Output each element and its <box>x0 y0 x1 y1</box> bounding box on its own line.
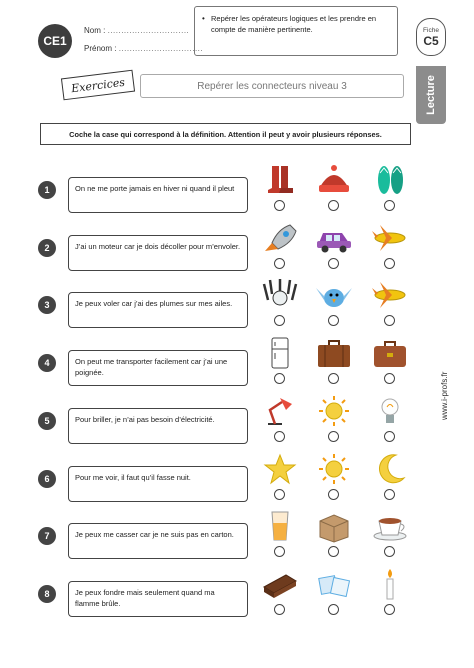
name-label: Nom : <box>84 26 106 35</box>
definition-box: Je peux voler car j’ai des plumes sur mes ailes. <box>68 292 248 328</box>
answer-checkbox-wool-hat[interactable] <box>328 200 339 211</box>
item-number: 2 <box>38 239 56 257</box>
answer-checkbox-ice-cube[interactable] <box>328 604 339 615</box>
fridge-icon <box>260 336 300 370</box>
definition-box: Je peux me casser car je ne suis pas en carton. <box>68 523 248 559</box>
answer-checkbox-sun[interactable] <box>328 431 339 442</box>
firstname-field[interactable]: ............................... <box>118 44 204 53</box>
answer-checkbox-red-boots[interactable] <box>274 200 285 211</box>
answer-checkbox-cardboard-box[interactable] <box>328 546 339 557</box>
item-number: 4 <box>38 354 56 372</box>
subject-tab <box>416 66 446 124</box>
answer-checkbox-feather-headdress[interactable] <box>274 315 285 326</box>
candle-icon <box>370 567 410 601</box>
answer-checkbox-car[interactable] <box>328 258 339 269</box>
bird-icon <box>314 278 354 312</box>
logo-text: Exercices <box>70 75 126 95</box>
item-number: 3 <box>38 296 56 314</box>
moon-icon <box>370 452 410 486</box>
answer-checkbox-flip-flops[interactable] <box>384 200 395 211</box>
answer-checkbox-desk-lamp[interactable] <box>274 431 285 442</box>
rocket-icon <box>260 221 300 255</box>
objective-box <box>194 6 398 56</box>
level-badge: CE1 <box>38 24 72 58</box>
answer-checkbox-moon[interactable] <box>384 489 395 500</box>
sun-icon <box>314 452 354 486</box>
answer-checkbox-glass[interactable] <box>274 546 285 557</box>
answer-checkbox-cup[interactable] <box>384 546 395 557</box>
answer-checkbox-sun[interactable] <box>328 489 339 500</box>
feather-headdress-icon <box>260 278 300 312</box>
cardboard-box-icon <box>314 509 354 543</box>
item-number: 6 <box>38 470 56 488</box>
exercices-logo <box>61 70 135 101</box>
airplane-icon <box>370 278 410 312</box>
objective-text: Repérer les opérateurs logiques et les prendre en compte de manière pertinente. <box>211 14 377 34</box>
answer-checkbox-bird[interactable] <box>328 315 339 326</box>
ice-cube-icon <box>314 567 354 601</box>
definition-box: Je peux fondre mais seulement quand ma flamme brûle. <box>68 581 248 617</box>
flip-flops-icon <box>370 163 410 197</box>
watermark: www.i-profs.fr <box>440 371 449 420</box>
suitcase-icon <box>314 336 354 370</box>
answer-checkbox-star[interactable] <box>274 489 285 500</box>
item-number: 8 <box>38 585 56 603</box>
instruction-box <box>40 123 411 145</box>
item-number: 1 <box>38 181 56 199</box>
sun-icon <box>314 394 354 428</box>
answer-checkbox-briefcase[interactable] <box>384 373 395 384</box>
answer-checkbox-chocolate[interactable] <box>274 604 285 615</box>
definition-box: J’ai un moteur car je dois décoller pour m’envoler. <box>68 235 248 271</box>
page-title-text: Repérer les connecteurs niveau 3 <box>197 80 347 92</box>
cup-icon <box>370 509 410 543</box>
fiche-label: Fiche <box>423 26 439 34</box>
car-icon <box>314 221 354 255</box>
glass-icon <box>260 509 300 543</box>
fiche-badge <box>416 18 446 56</box>
instruction-text: Coche la case qui correspond à la définition. Attention il peut y avoir plusieurs réponses. <box>69 129 382 139</box>
page-title <box>140 74 404 98</box>
light-bulb-icon <box>370 394 410 428</box>
airplane-icon <box>370 221 410 255</box>
red-boots-icon <box>260 163 300 197</box>
chocolate-icon <box>260 567 300 601</box>
briefcase-icon <box>370 336 410 370</box>
wool-hat-icon <box>314 163 354 197</box>
definition-box: Pour me voir, il faut qu’il fasse nuit. <box>68 466 248 502</box>
student-identity <box>84 22 203 58</box>
item-number: 5 <box>38 412 56 430</box>
desk-lamp-icon <box>260 394 300 428</box>
fiche-code: C5 <box>423 33 439 48</box>
answer-checkbox-fridge[interactable] <box>274 373 285 384</box>
answer-checkbox-light-bulb[interactable] <box>384 431 395 442</box>
name-field[interactable]: .............................. <box>107 26 190 35</box>
answer-checkbox-airplane[interactable] <box>384 315 395 326</box>
bullet: • <box>202 14 205 23</box>
answer-checkbox-suitcase[interactable] <box>328 373 339 384</box>
subject-tab-label: Lecture <box>425 75 437 115</box>
definition-box: On ne me porte jamais en hiver ni quand il pleut <box>68 177 248 213</box>
star-icon <box>260 452 300 486</box>
definition-box: Pour briller, je n’ai pas besoin d’électricité. <box>68 408 248 444</box>
answer-checkbox-rocket[interactable] <box>274 258 285 269</box>
item-number: 7 <box>38 527 56 545</box>
answer-checkbox-candle[interactable] <box>384 604 395 615</box>
firstname-label: Prénom : <box>84 44 117 53</box>
answer-checkbox-airplane[interactable] <box>384 258 395 269</box>
definition-box: On peut me transporter facilement car j’ai une poignée. <box>68 350 248 386</box>
